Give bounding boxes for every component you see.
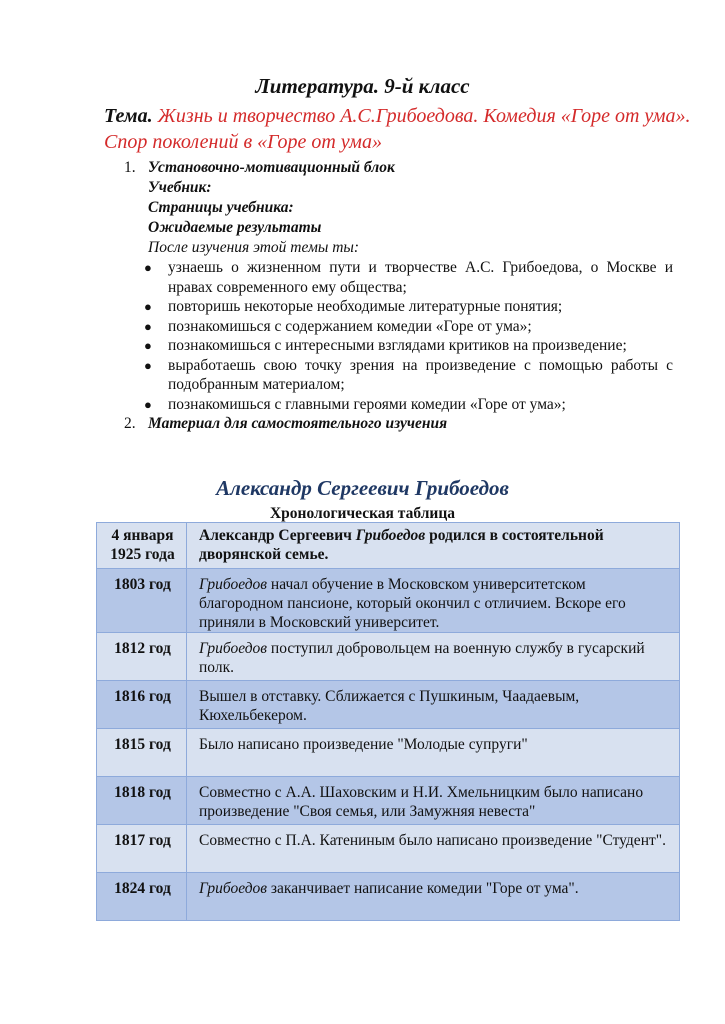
list-item: ● познакомишься с главными героями комедии «Горе от ума»;	[144, 395, 566, 413]
event-cell: Грибоедов заканчивает написание комедии "Горе от ума".	[187, 873, 680, 921]
bullet-icon: ●	[144, 338, 152, 353]
topic-label: Тема.	[104, 105, 153, 127]
table-row	[97, 873, 680, 921]
year-cell: 1816 год	[97, 681, 187, 729]
results-intro: После изучения этой темы ты:	[148, 239, 360, 256]
year-cell: 1812 год	[97, 633, 187, 681]
bullet-icon: ●	[144, 299, 152, 314]
event-cell: Грибоедов начал обучение в Московском университетском благородном пансионе, который окончил с отличием. Вскоре его приняли в Московский университет.	[187, 569, 680, 633]
year-cell: 1818 год	[97, 777, 187, 825]
table-row	[97, 825, 680, 873]
year-cell: 1817 год	[97, 825, 187, 873]
bullet-icon: ●	[144, 318, 152, 334]
event-cell: Было написано произведение "Молодые супруги"	[187, 729, 680, 777]
section-1-heading	[124, 158, 684, 178]
section-2-number: 2.	[124, 415, 136, 432]
bullet-icon: ●	[144, 357, 152, 373]
section-2-heading	[124, 414, 684, 434]
section-1-title: Установочно-мотивационный блок	[148, 159, 395, 176]
bullet-icon: ●	[144, 396, 152, 412]
year-cell: 4 января 1925 года	[97, 523, 187, 569]
list-item: ● познакомишься с интересными взглядами критиков на произведение;	[144, 337, 627, 354]
results-label: Ожидаемые результаты	[148, 219, 322, 236]
list-item: ● познакомишься с содержанием комедии «Горе от ума»;	[144, 317, 532, 335]
event-cell: Вышел в отставку. Сближается с Пушкиным, Чаадаевым, Кюхельбекером.	[187, 681, 680, 729]
section-block	[124, 158, 684, 434]
year-cell: 1815 год	[97, 729, 187, 777]
chronology-table	[96, 522, 680, 921]
event-cell: Александр Сергеевич Грибоедов родился в состоятельной дворянской семье.	[187, 523, 680, 569]
topic-heading	[104, 103, 694, 155]
table-row	[97, 633, 680, 681]
results-list	[124, 258, 673, 414]
page-title: Литература. 9-й класс	[255, 74, 470, 98]
table-caption: Хронологическая таблица	[269, 505, 456, 522]
event-cell: Совместно с П.А. Катениным было написано произведение "Студент".	[187, 825, 680, 873]
table-row	[97, 777, 680, 825]
topic-text: Жизнь и творчество А.С.Грибоедова. Комедия «Горе от ума». Спор поколений в «Горе от ума»	[104, 105, 691, 153]
textbook-label: Учебник:	[148, 179, 212, 196]
table-row	[97, 681, 680, 729]
list-item: ● узнаешь о жизненном пути и творчестве А.С. Грибоедова, о Москве и нравах современного ему общества;	[144, 259, 673, 296]
table-row	[97, 729, 680, 777]
author-heading: Александр Сергеевич Грибоедов	[216, 476, 509, 500]
year-cell: 1803 год	[97, 569, 187, 633]
list-item: ● выработаешь свою точку зрения на произведение с помощью работы с подобранным материалом;	[144, 356, 673, 393]
bullet-icon: ●	[144, 260, 152, 275]
year-cell: 1824 год	[97, 873, 187, 921]
table-row	[97, 569, 680, 633]
event-cell: Совместно с А.А. Шаховским и Н.И. Хмельницким было написано произведение "Своя семья, или Замужняя невеста"	[187, 777, 680, 825]
pages-label: Страницы учебника:	[148, 199, 294, 216]
event-cell: Грибоедов поступил добровольцем на военную службу в гусарский полк.	[187, 633, 680, 681]
section-1-number: 1.	[124, 159, 136, 176]
table-row	[97, 523, 680, 569]
list-item: ● повторишь некоторые необходимые литературные понятия;	[144, 298, 563, 315]
section-2-title: Материал для самостоятельного изучения	[148, 415, 448, 432]
